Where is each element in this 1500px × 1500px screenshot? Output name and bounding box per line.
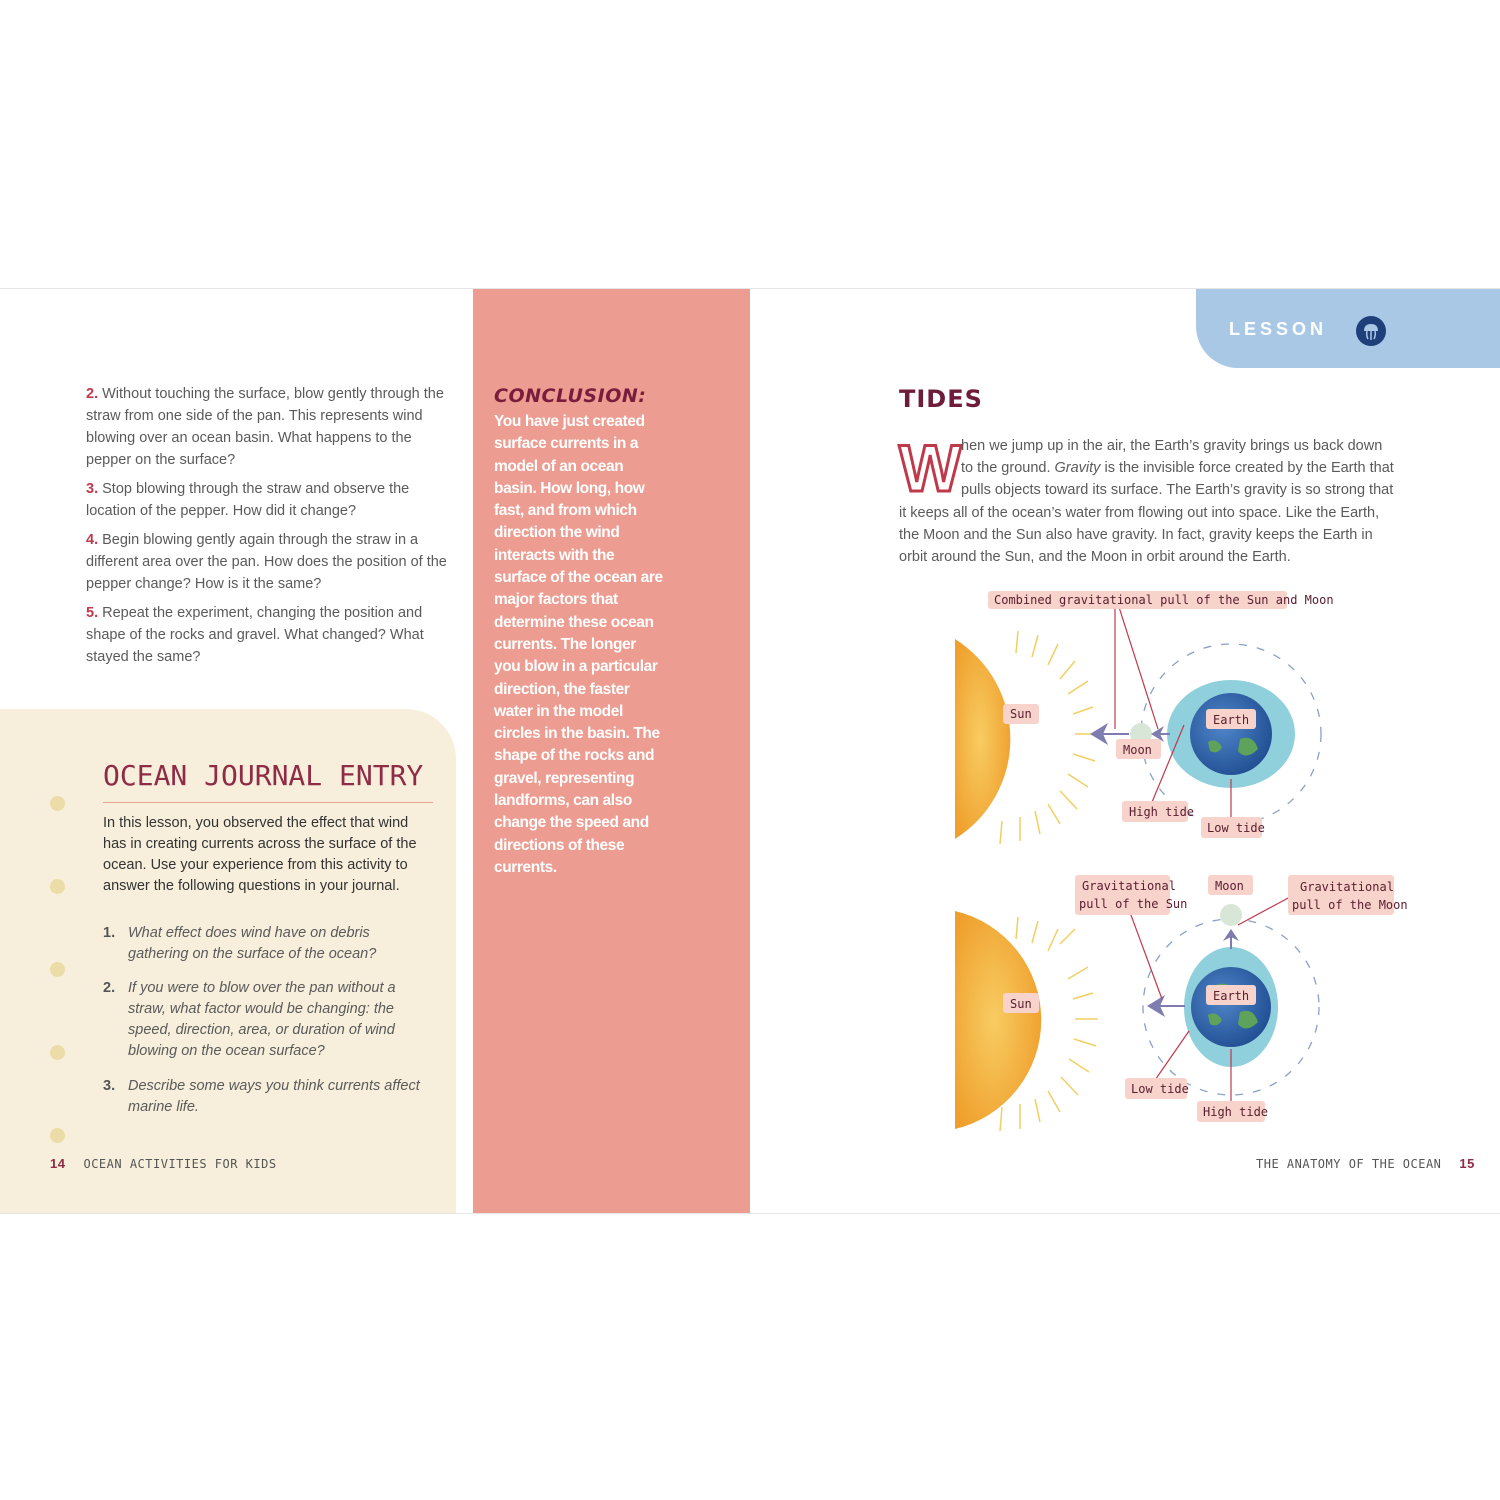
- page-number-right: 15: [1459, 1156, 1475, 1171]
- lesson-label: LESSON: [1229, 319, 1328, 339]
- step-5: 5. Repeat the experiment, changing the position and shape of the rocks and gravel. What changed? What stayed the same?: [86, 605, 424, 665]
- label-moon-1: Moon: [1123, 743, 1152, 757]
- label-grav-sun-1: Gravitational: [1082, 879, 1176, 893]
- label-low-tide-1: Low tide: [1207, 821, 1265, 835]
- diagram-neap-tide: [955, 875, 1408, 1131]
- label-grav-moon-1: Gravitational: [1300, 880, 1394, 894]
- book-spread: [0, 288, 1500, 1214]
- label-combined-pull: Combined gravitational pull of the Sun and Moon: [994, 593, 1334, 607]
- label-grav-moon-2: pull of the Moon: [1292, 898, 1408, 912]
- journal-question-2: 2. If you were to blow over the pan without a straw, what factor would be changing: the speed, direction, area, or duration of wind blowing on the ocean surface?: [103, 980, 396, 1059]
- binder-hole-icon: [50, 879, 65, 894]
- binder-hole-icon: [50, 796, 65, 811]
- moon-2: [1220, 904, 1242, 926]
- conclusion-heading: CONCLUSION:: [494, 385, 647, 407]
- label-earth-1: Earth: [1213, 713, 1250, 727]
- earth-2: [1191, 967, 1271, 1047]
- label-high-tide-1: High tide: [1129, 805, 1195, 819]
- label-sun-2: Sun: [1010, 997, 1032, 1011]
- label-low-tide-2: Low tide: [1131, 1082, 1189, 1096]
- journal-entry-box: [0, 709, 456, 1213]
- label-grav-sun-2: pull of the Sun: [1079, 897, 1188, 911]
- svg-text:W: W: [899, 431, 962, 505]
- sun-2: [955, 911, 1041, 1129]
- sun-1: [955, 639, 1010, 839]
- section-title: TIDES: [899, 385, 983, 413]
- step-2: 2. Without touching the surface, blow gently through the straw from one side of the pan. This represents wind blowing over an ocean basin. What happens to the pepper on the surface?: [86, 386, 444, 468]
- binder-hole-icon: [50, 1045, 65, 1060]
- label-earth-2: Earth: [1213, 989, 1250, 1003]
- journal-question-1: 1. What effect does wind have on debris gathering on the surface of the ocean?: [103, 925, 377, 962]
- label-high-tide-2: High tide: [1203, 1105, 1269, 1119]
- experiment-steps: [86, 383, 458, 675]
- step-3: 3. Stop blowing through the straw and observe the location of the pepper. How did it change?: [86, 481, 410, 519]
- label-moon-2: Moon: [1215, 879, 1244, 893]
- footer-right: [1256, 1156, 1475, 1171]
- journal-title: OCEAN JOURNAL ENTRY: [103, 759, 433, 803]
- conclusion-column: [473, 289, 750, 1213]
- page-number-left: 14: [50, 1156, 66, 1171]
- section-title-footer: THE ANATOMY OF THE OCEAN: [1256, 1157, 1442, 1171]
- tides-body-text: hen we jump up in the air, the Earth’s gravity brings us back down to the ground. Gravity is the invisible force created by the Earth that pulls objects toward its surface. The Earth’s gravity is so strong that it keeps all of the ocean’s water from flowing out into space. Like the Earth, the Moon and the Sun also have gravity. In fact, gravity keeps the Earth in orbit around the Sun, and the Moon in orbit around the Earth.: [899, 438, 1394, 566]
- journal-intro: In this lesson, you observed the effect that wind has in creating currents across the surface of the ocean. Use your experience from this activity to answer the following questions in your journal.: [103, 815, 417, 894]
- binder-hole-icon: [50, 962, 65, 977]
- binder-hole-icon: [50, 1128, 65, 1143]
- label-sun-1: Sun: [1010, 707, 1032, 721]
- book-title-footer: OCEAN ACTIVITIES FOR KIDS: [83, 1157, 277, 1171]
- earth-1: [1190, 693, 1272, 775]
- tides-diagram: [940, 589, 1420, 1154]
- diagram-spring-tide: [955, 591, 1334, 1004]
- journal-question-3: 3. Describe some ways you think currents affect marine life.: [103, 1078, 420, 1115]
- sun-rays: [1000, 631, 1098, 844]
- footer-left: [50, 1156, 277, 1171]
- jellyfish-icon: [1356, 316, 1386, 346]
- step-4: 4. Begin blowing gently again through the straw in a different area over the pan. How does the position of the pepper change? How is it the same?: [86, 532, 447, 592]
- conclusion-text: You have just created surface currents in a model of an ocean basin. How long, how fast, and from which direction the wind interacts with the surface of the ocean are major factors that determine these ocean currents. The longer you blow in a particular direction, the faster water in the model circles in the basin. The shape of the rocks and gravel, representing landforms, can also change the speed and directions of these currents.: [494, 413, 663, 876]
- lesson-tab: [1196, 289, 1500, 368]
